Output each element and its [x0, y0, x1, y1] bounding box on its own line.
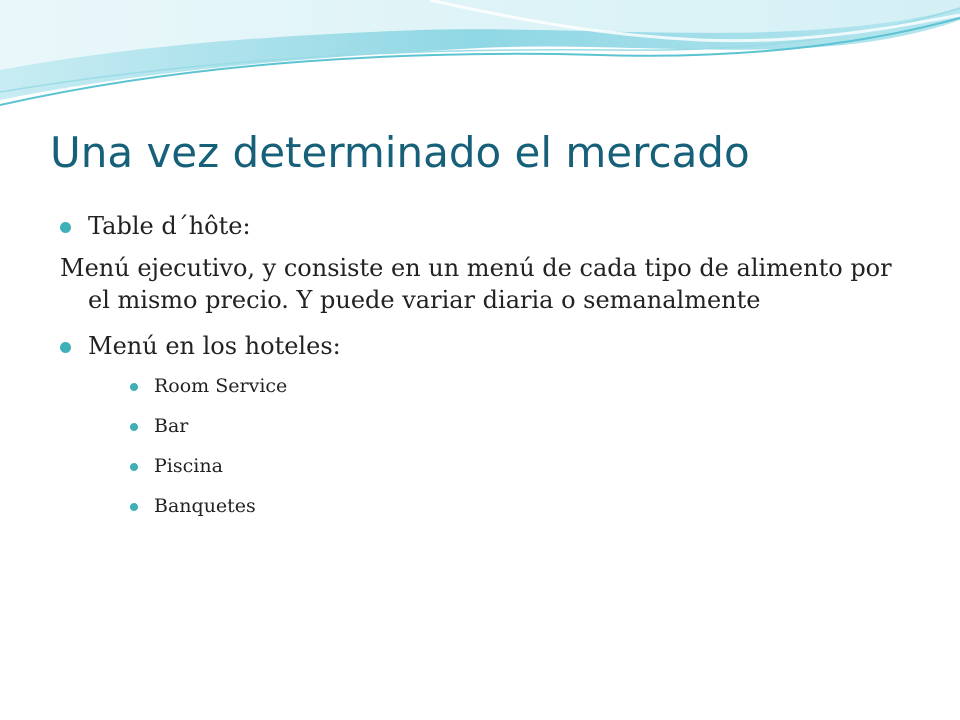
slide-body	[60, 210, 920, 534]
bullet-table-dhote	[60, 210, 920, 242]
sub-item-text: Banquetes	[154, 495, 256, 517]
bullet-text: Menú en los hoteles:	[88, 332, 341, 360]
bullet-menu-hoteles	[60, 330, 920, 362]
sub-item-piscina	[130, 454, 920, 478]
sub-bullet-dot-icon	[130, 463, 138, 471]
bullet-dot-icon	[60, 222, 71, 233]
sub-bullet-dot-icon	[130, 423, 138, 431]
sub-item-bar	[130, 414, 920, 438]
sub-item-text: Bar	[154, 415, 189, 437]
sub-bullet-dot-icon	[130, 503, 138, 511]
hotel-menu-sublist	[60, 374, 920, 518]
bullet-dot-icon	[60, 342, 71, 353]
header-wave-decoration	[0, 0, 960, 120]
sub-item-room-service	[130, 374, 920, 398]
sub-item-text: Piscina	[154, 455, 223, 477]
sub-bullet-dot-icon	[130, 383, 138, 391]
menu-ejecutivo-paragraph: Menú ejecutivo, y consiste en un menú de cada tipo de alimento por el mismo precio. Y puede variar diaria o semanalmente	[60, 254, 892, 314]
sub-item-text: Room Service	[154, 375, 288, 397]
bullet-text: Table d´hôte:	[88, 212, 251, 240]
sub-item-banquetes	[130, 494, 920, 518]
slide-title: Una vez determinado el mercado	[50, 128, 750, 177]
